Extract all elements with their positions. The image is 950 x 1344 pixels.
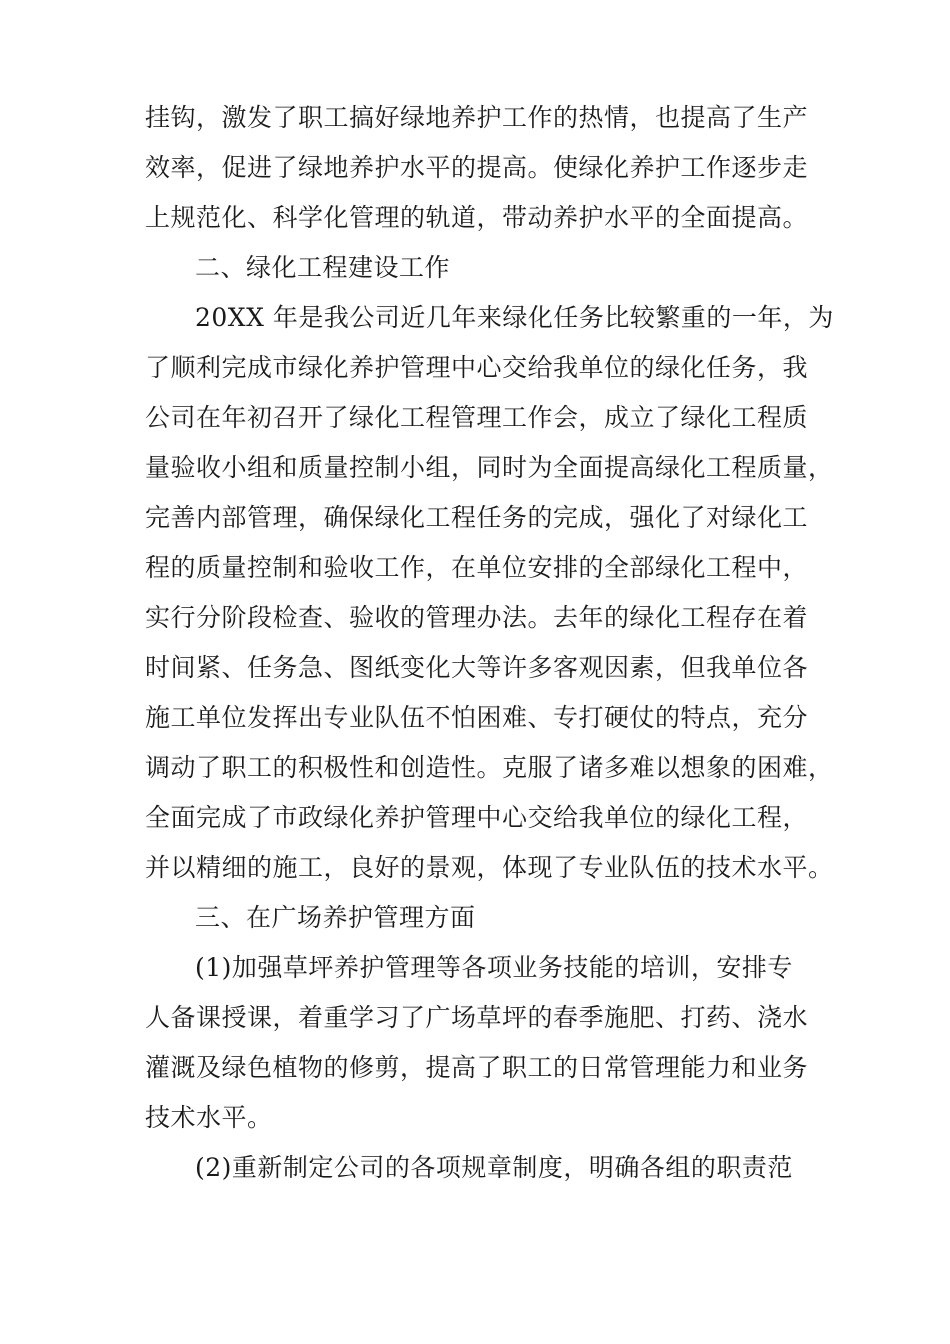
text-line: 上规范化、科学化管理的轨道，带动养护水平的全面提高。 xyxy=(145,203,809,232)
text-line: 效率，促进了绿地养护水平的提高。使绿化养护工作逐步走 xyxy=(145,153,809,182)
section-heading: 二、绿化工程建设工作 xyxy=(195,253,451,282)
text-line: 全面完成了市政绿化养护管理中心交给我单位的绿化工程， xyxy=(145,803,809,832)
text-line: (2)重新制定公司的各项规章制度，明确各组的职责范 xyxy=(195,1153,793,1182)
text-line: 并以精细的施工，良好的景观，体现了专业队伍的技术水平。 xyxy=(145,853,834,882)
text-line: 实行分阶段检查、验收的管理办法。去年的绿化工程存在着 xyxy=(145,603,809,632)
text-line: 了顺利完成市绿化养护管理中心交给我单位的绿化任务，我 xyxy=(145,353,809,382)
text-line: (1)加强草坪养护管理等各项业务技能的培训，安排专 xyxy=(195,953,793,982)
text-line: 程的质量控制和验收工作，在单位安排的全部绿化工程中， xyxy=(145,553,809,582)
text-line: 时间紧、任务急、图纸变化大等许多客观因素，但我单位各 xyxy=(145,653,809,682)
text-line: 量验收小组和质量控制小组，同时为全面提高绿化工程质量， xyxy=(145,453,834,482)
text-line: 挂钩，激发了职工搞好绿地养护工作的热情，也提高了生产 xyxy=(145,103,809,132)
text-line: 灌溉及绿色植物的修剪，提高了职工的日常管理能力和业务 xyxy=(145,1053,809,1082)
text-line: 技术水平。 xyxy=(145,1103,273,1132)
text-line: 完善内部管理，确保绿化工程任务的完成，强化了对绿化工 xyxy=(145,503,809,532)
text-line: 施工单位发挥出专业队伍不怕困难、专打硬仗的特点，充分 xyxy=(145,703,809,732)
text-line: 人备课授课，着重学习了广场草坪的春季施肥、打药、浇水 xyxy=(145,1003,809,1032)
section-heading: 三、在广场养护管理方面 xyxy=(195,903,476,932)
text-line: 调动了职工的积极性和创造性。克服了诸多难以想象的困难， xyxy=(145,753,834,782)
text-line: 公司在年初召开了绿化工程管理工作会，成立了绿化工程质 xyxy=(145,403,809,432)
text-line: 20XX 年是我公司近几年来绿化任务比较繁重的一年，为 xyxy=(195,303,834,332)
